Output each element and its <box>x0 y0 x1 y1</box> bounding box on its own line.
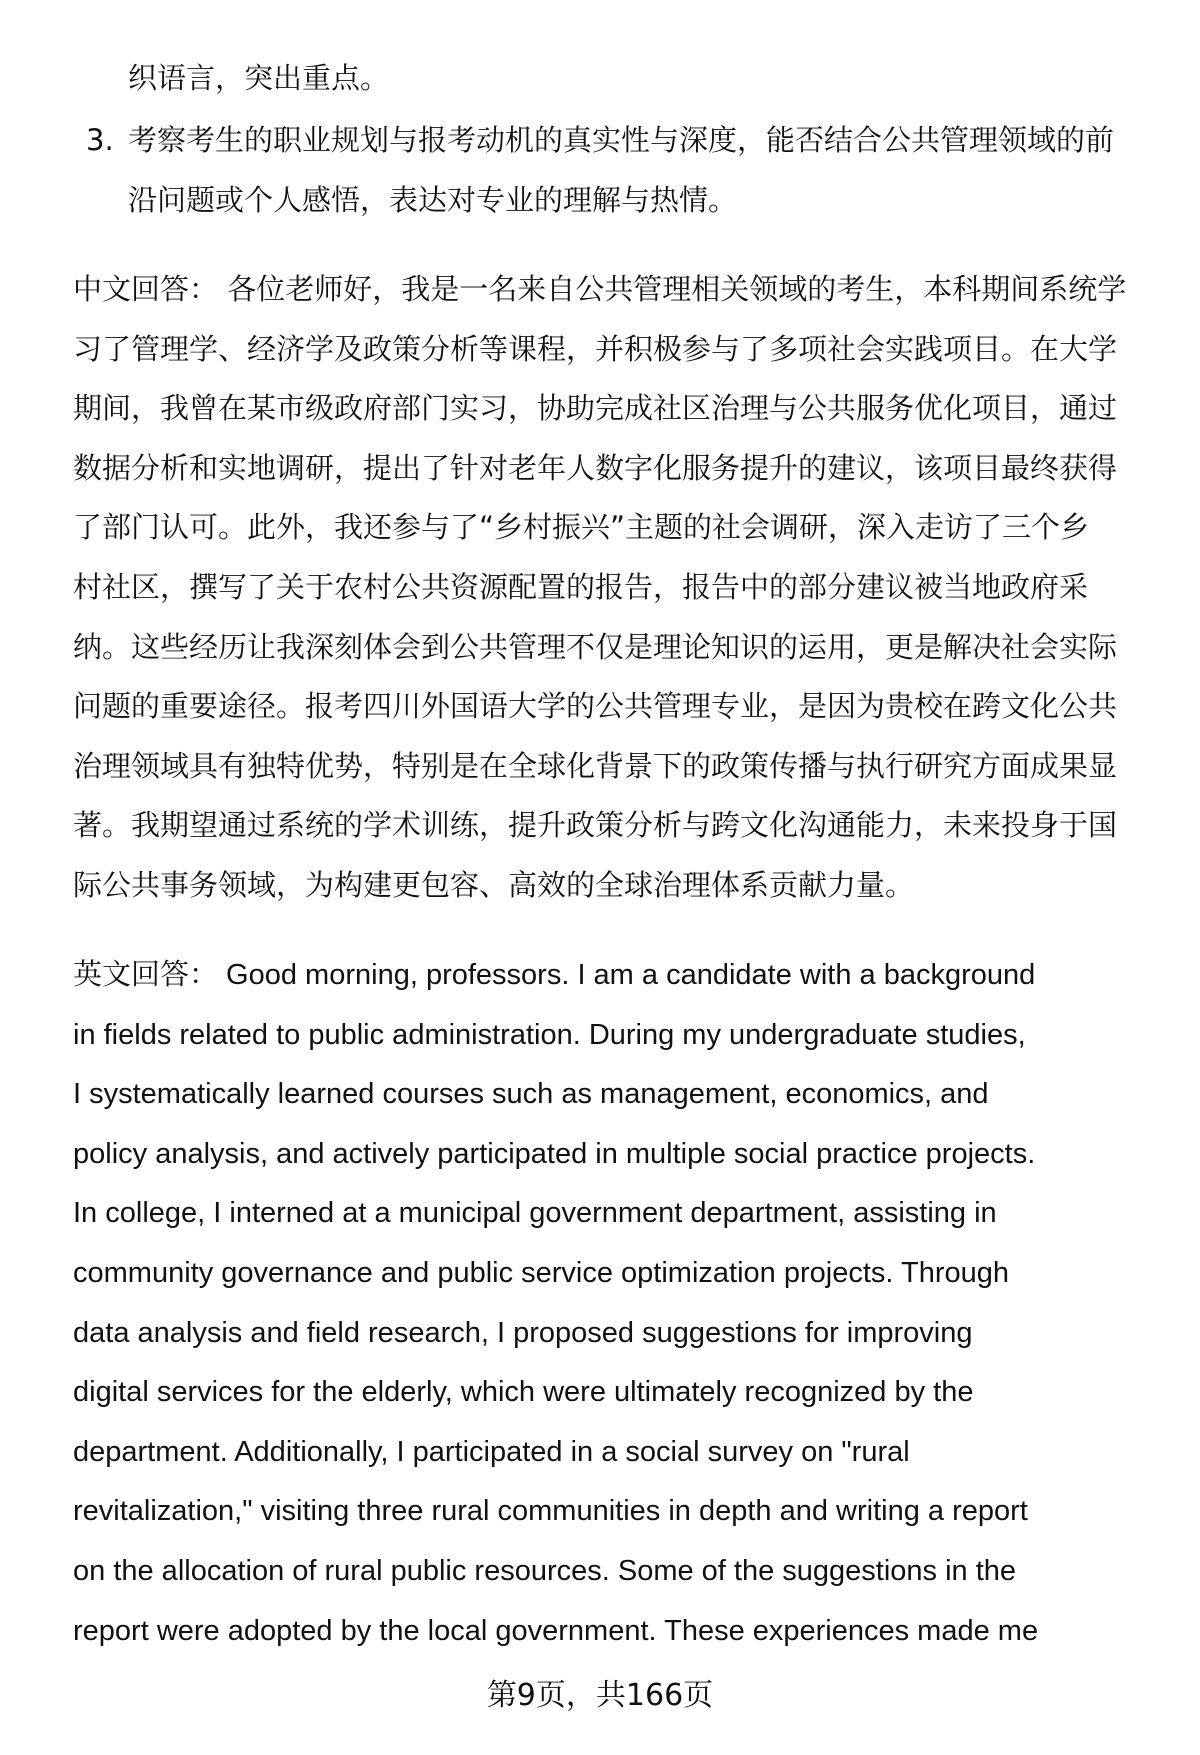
text-line: department. Additionally, I participated in a social survey on "rural <box>73 1435 910 1468</box>
list-number: 3. <box>86 123 114 157</box>
text-line: 治理领域具有独特优势，特别是在全球化背景下的政策传播与执行研究方面成果显 <box>73 748 1118 783</box>
text-line: 期间，我曾在某市级政府部门实习，协助完成社区治理与公共服务优化项目，通过 <box>73 391 1118 426</box>
text-line: 考察考生的职业规划与报考动机的真实性与深度，能否结合公共管理领域的前 <box>128 123 1115 157</box>
text-line: 著。我期望通过系统的学术训练，提升政策分析与跨文化沟通能力，未来投身于国 <box>73 808 1118 843</box>
text-line: 数据分析和实地调研，提出了针对老年人数字化服务提升的建议，该项目最终获得 <box>73 450 1118 485</box>
text-line: 中文回答： 各位老师好，我是一名来自公共管理相关领域的考生，本科期间系统学 <box>73 272 1127 306</box>
text-line: data analysis and field research, I proposed suggestions for improving <box>73 1316 973 1349</box>
text-line: revitalization," visiting three rural communities in depth and writing a report <box>73 1495 1028 1528</box>
page-number: 第9页，共166页 <box>486 1678 714 1713</box>
text-line: report were adopted by the local government. These experiences made me <box>73 1614 1039 1647</box>
text-line: in fields related to public administration. During my undergraduate studies, <box>73 1018 1026 1051</box>
text-line: I systematically learned courses such as management, economics, and <box>73 1078 989 1111</box>
text-line: on the allocation of rural public resources. Some of the suggestions in the <box>73 1555 1017 1587</box>
text-line: 村社区，撰写了关于农村公共资源配置的报告，报告中的部分建议被当地政府采 <box>73 570 1089 604</box>
text-line: 织语言，突出重点。 <box>128 61 390 95</box>
text-line: digital services for the elderly, which were ultimately recognized by the <box>73 1376 974 1409</box>
text-line: 际公共事务领域，为构建更包容、高效的全球治理体系贡献力量。 <box>73 868 915 902</box>
text-line: 了部门认可。此外，我还参与了“乡村振兴”主题的社会调研，深入走访了三个乡 <box>73 510 1090 545</box>
text-line: 问题的重要途径。报考四川外国语大学的公共管理专业，是因为贵校在跨文化公共 <box>73 689 1118 724</box>
text-line: 纳。这些经历让我深刻体会到公共管理不仅是理论知识的运用，更是解决社会实际 <box>73 629 1118 664</box>
text-line: 沿问题或个人感悟，表达对专业的理解与热情。 <box>128 182 738 217</box>
text-line: In college, I interned at a municipal government department, assisting in <box>73 1197 997 1230</box>
text-line: 英文回答： Good morning, professors. I am a candidate with a background <box>73 959 1036 991</box>
text-line: community governance and public service optimization projects. Through <box>73 1257 1010 1289</box>
text-line: policy analysis, and actively participated in multiple social practice projects. <box>73 1137 1036 1170</box>
text-line: 习了管理学、经济学及政策分析等课程，并积极参与了多项社会实践项目。在大学 <box>73 331 1118 366</box>
